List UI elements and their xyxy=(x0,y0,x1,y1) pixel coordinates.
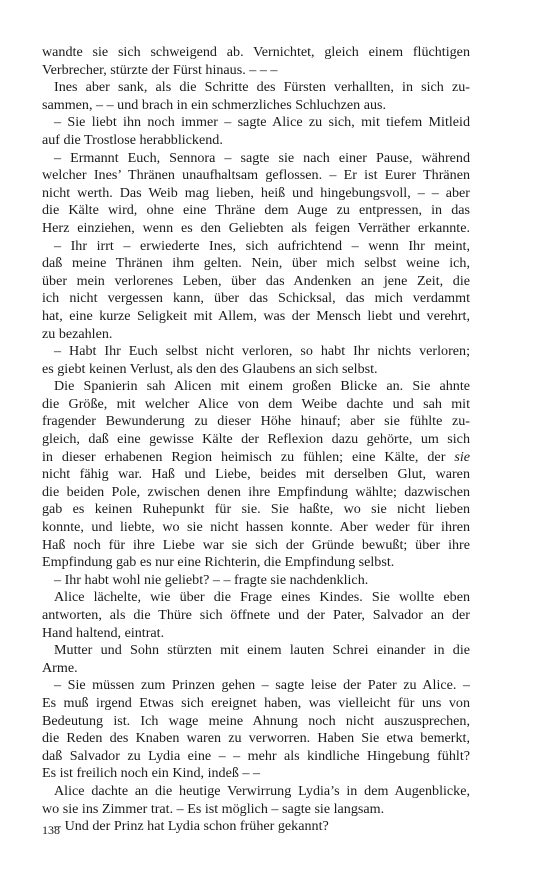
text-line: sammen, – – und brach in ein schmerzliches Schluchzen aus. xyxy=(42,96,387,113)
text-line: Die Spanierin sah Alicen mit einem großen Blicke an. Sie ahnte xyxy=(54,378,470,395)
text-line: die Kälte wird, ohne eine Thräne dem Auge zu entpressen, in das xyxy=(42,202,470,219)
text-line: antworten, als die Thüre sich öffnete und der Pater, Salvador an der xyxy=(42,607,470,623)
text-line: fragender Bewunderung zu dieser Höhe hinauf; aber sie fühlte zu- xyxy=(42,413,470,430)
text-line: – Ihr habt wohl nie geliebt? – – fragte sie nachdenklich. xyxy=(54,571,369,588)
text-line: gab es keinen Ruhepunkt für sie. Sie haßte, wo sie nicht lieben xyxy=(42,501,470,518)
text-line: nicht werth. Das Weib mag lieben, heiß und hingebungsvoll, – – aber xyxy=(42,184,470,201)
text-line: Arme. xyxy=(42,659,78,676)
text-line: die beiden Pole, zwischen denen ihre Empfindung wählte; dazwischen xyxy=(42,483,470,500)
text-line: konnte, und liebte, wo sie nicht hassen konnte. Aber weder für ihren xyxy=(42,519,470,536)
text-line: – Habt Ihr Euch selbst nicht verloren, so habt Ihr nichts verloren; xyxy=(54,343,470,360)
text-line: Haß noch für ihre Liebe war sie sich der Gründe bewußt; über ihre xyxy=(42,536,470,553)
emphasized-word: sie xyxy=(454,448,470,465)
text-line: Alice lächelte, wie über die Frage eines Kindes. Sie wollte eben xyxy=(54,589,470,606)
text-line: – Sie liebt ihn noch immer – sagte Alice zu sich, mit tiefem Mitleid xyxy=(54,114,470,131)
text-line: zu bezahlen. xyxy=(42,325,113,342)
text-line: in dieser erhabenen Region heimisch zu fühlen; eine Kälte, der sie xyxy=(42,448,470,465)
text-line: Herz einziehen, wenn es den Geliebten als feigen Verräther erkannte. xyxy=(42,219,470,236)
text-line: auf die Trostlose herabblickend. xyxy=(42,131,223,148)
text-line: Verbrecher, stürzte der Fürst hinaus. – – – xyxy=(42,61,278,78)
text-line: Mutter und Sohn stürzten mit einem lauten Schrei einander in die xyxy=(54,642,470,659)
text-line: Hand haltend, eintrat. xyxy=(42,624,165,641)
text-line: – Ihr irrt – erwiederte Ines, sich aufrichtend – wenn Ihr meint, xyxy=(54,237,470,254)
text-line: – Und der Prinz hat Lydia schon früher gekannt? xyxy=(54,818,329,835)
text-line: die Reden des Knaben waren zu verworren. Haben Sie etwa bemerkt, xyxy=(42,730,470,747)
text-line: wandte sie sich schweigend ab. Vernichtet, gleich einem flüchtigen xyxy=(42,44,470,60)
text-line: Ines aber sank, als die Schritte des Fürsten verhallten, in sich zu- xyxy=(54,79,470,96)
text-line: – Ermannt Euch, Sennora – sagte sie nach einer Pause, während xyxy=(54,149,470,166)
text-line: ich nicht vergessen kann, über das Schicksal, das mich verdammt xyxy=(42,290,470,307)
body-text xyxy=(42,44,470,836)
text-line: nicht fähig war. Haß und Liebe, beides mit derselben Glut, waren xyxy=(42,466,470,483)
text-line: es giebt keinen Verlust, als den des Glaubens an sich selbst. xyxy=(42,360,378,377)
text-line: daß Salvador zu Lydia eine – – mehr als kindliche Hingebung fühlt? xyxy=(42,747,470,764)
text-line: Es ist freilich noch ein Kind, indeß – – xyxy=(42,765,261,782)
page-number: 138 xyxy=(42,823,60,837)
text-line: daß meine Thränen ihm gelten. Nein, über mich selbst weine ich, xyxy=(42,255,470,272)
text-line: gleich, daß eine gewisse Kälte der Reflexion dazu gehörte, um sich xyxy=(42,431,470,448)
text-line: die Größe, mit welcher Alice von dem Weibe dachte und sah mit xyxy=(42,395,470,412)
text-line: wo sie ins Zimmer trat. – Es ist möglich – sagte sie langsam. xyxy=(42,800,385,817)
text-line: Alice dachte an die heutige Verwirrung Lydia’s in dem Augenblicke, xyxy=(54,782,470,799)
text-line: Bedeutung ist. Ich wage meine Ahnung noch nicht auszusprechen, xyxy=(42,712,470,729)
text-line: welcher Ines’ Thränen unaufhaltsam geflossen. – Er ist Eurer Thränen xyxy=(42,167,470,184)
text-line: – Sie müssen zum Prinzen gehen – sagte leise der Pater zu Alice. – xyxy=(54,677,470,694)
text-line: hat, eine kurze Seligkeit mit Allem, was der Mensch liebt und verehrt, xyxy=(42,307,470,324)
text-line: Empfindung gab es nur eine Richterin, die Empfindung selbst. xyxy=(42,554,395,571)
text-line: über mein verlorenes Leben, über das Andenken an jene Zeit, die xyxy=(42,272,470,289)
text-line: Es muß irgend Etwas sich ereignet haben, was vielleicht für uns von xyxy=(42,694,470,711)
